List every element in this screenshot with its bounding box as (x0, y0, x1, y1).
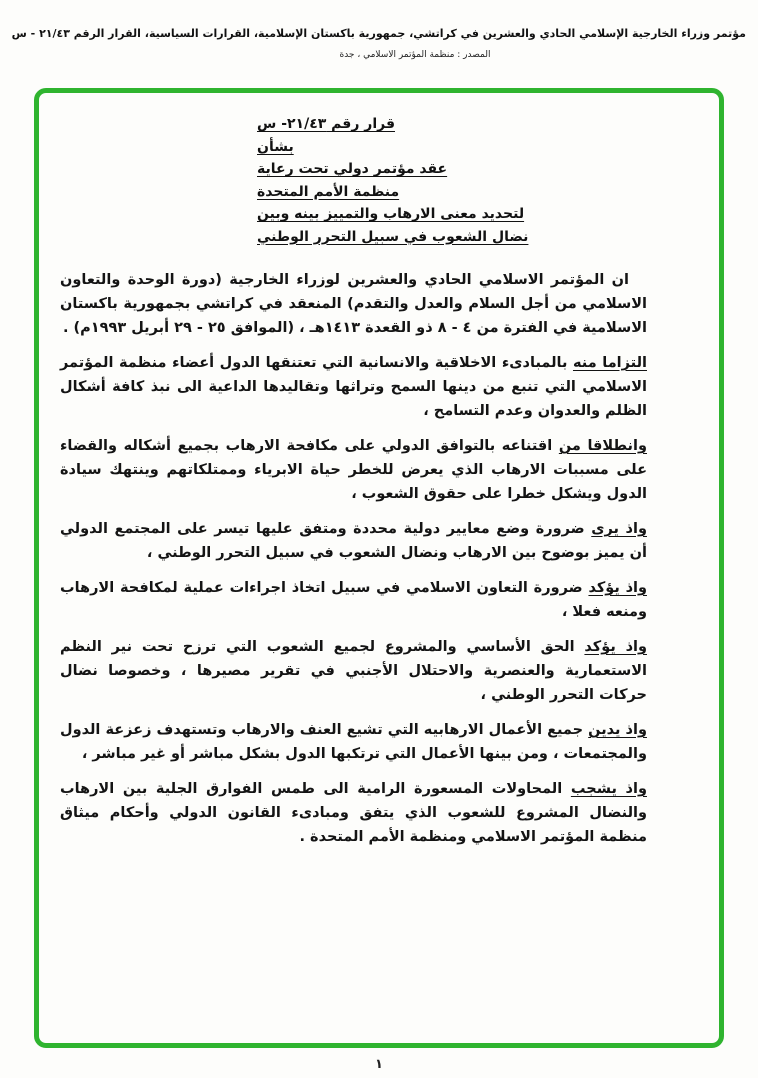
paragraph-text: الحق الأساسي والمشروع لجميع الشعوب التي ترزح تحت نير النظم الاستعمارية والعنصرية والاحتلال الأجنبي في تقرير مصيرها ، وخصوصا نضال حركات التحرر الوطني ، (60, 639, 647, 703)
paragraph-lead: واذ يشجب (570, 781, 647, 797)
paragraph-lead: وانطلاقا من (558, 438, 647, 454)
paragraph-lead: واذ يؤكد (584, 639, 647, 655)
title-line-conference: عقد مؤتمر دولي تحت رعاية (257, 161, 448, 177)
title-line-define-terrorism: لتحديد معنى الارهاب والتمييز بينه وبين (257, 206, 525, 222)
paragraph-text: المحاولات المسعورة الرامية الى طمس الفوارق الجلية بين الارهاب والنضال المشروع للشعوب الذي يتفق ومبادىء القانون الدولي وأحكام ميثاق منظمة المؤتمر الاسلامي ومنظمة الأمم المتحدة . (60, 781, 647, 845)
preamble-paragraph (60, 777, 647, 849)
preamble-paragraph (60, 434, 647, 506)
paragraph-text: ضرورة التعاون الاسلامي في سبيل اتخاذ اجراءات عملية لمكافحة الارهاب ومنعه فعلا ، (60, 580, 647, 620)
resolution-title-block (257, 113, 528, 248)
preamble-text (60, 268, 647, 849)
paragraph-text: بالمبادىء الاخلاقية والانسانية التي تعتنقها الدول أعضاء منظمة المؤتمر الاسلامي التي تنبع من دينها السمح وتراثها وتقاليدها الداعية الى نبذ كافة أشكال الظلم والعدوان وعدم التسامح ، (60, 355, 647, 419)
paragraph-lead: التزاما منه (572, 355, 647, 371)
preamble-paragraph (60, 718, 647, 766)
document-body (39, 93, 719, 1043)
preamble-paragraph (60, 351, 647, 423)
header-source-line: المصدر : منظمة المؤتمر الاسلامي ، جدة (339, 50, 491, 60)
title-line-regarding: بشأن (257, 138, 294, 155)
title-line-resolution-number: قرار رقم ٢١/٤٣- س (257, 116, 395, 132)
preamble-paragraph (60, 576, 647, 624)
paragraph-text: ان المؤتمر الاسلامي الحادي والعشرين لوزراء الخارجية (دورة الوحدة والتعاون الاسلامي من أجل السلام والعدل والتقدم) المنعقد في كراتشي بجمهورية باكستان الاسلامية في الفترة من ٤ - ٨ ذو القعدة ١٤١٣هـ ، (الموافق ٢٥ - ٢٩ أبريل ١٩٩٣م) . (60, 272, 647, 336)
paragraph-lead: واذ يرى (591, 521, 647, 537)
title-line-united-nations: منظمة الأمم المتحدة (257, 183, 400, 200)
preamble-paragraph (60, 635, 647, 707)
header-citation: مؤتمر وزراء الخارجية الإسلامي الحادي والعشرين في كراتشي، جمهورية باكستان الإسلامية، القرارات السياسية، القرار الرقم ٢١/٤٣ - س (12, 27, 746, 40)
page-number: ١ (375, 1057, 383, 1072)
paragraph-text: اقتناعه بالتوافق الدولي على مكافحة الارهاب بجميع أشكاله والقضاء على مسببات الارهاب الذي يعرض للخطر حياة الابرياء وممتلكاتهم وينتهك سيادة الدول ويشكل خطرا على حقوق الشعوب ، (60, 438, 647, 502)
preamble-paragraph (60, 517, 647, 565)
title-line-liberation-struggle: نضال الشعوب في سبيل التحرر الوطني (257, 228, 529, 245)
preamble-paragraph (60, 268, 647, 340)
paragraph-lead: واذ يؤكد (588, 580, 647, 596)
paragraph-text: ضرورة وضع معايير دولية محددة ومتفق عليها تيسر على المجتمع الدولي أن يميز بوضوح بين الارهاب ونضال الشعوب في سبيل التحرر الوطني ، (60, 521, 647, 561)
paragraph-text: جميع الأعمال الارهابيه التي تشيع العنف والارهاب وتستهدف زعزعة الدول والمجتمعات ، ومن بينها الأعمال التي ترتكبها الدول بشكل مباشر أو غير مباشر ، (60, 722, 647, 762)
paragraph-lead: واذ يدين (588, 722, 647, 738)
green-border-frame (34, 88, 724, 1048)
